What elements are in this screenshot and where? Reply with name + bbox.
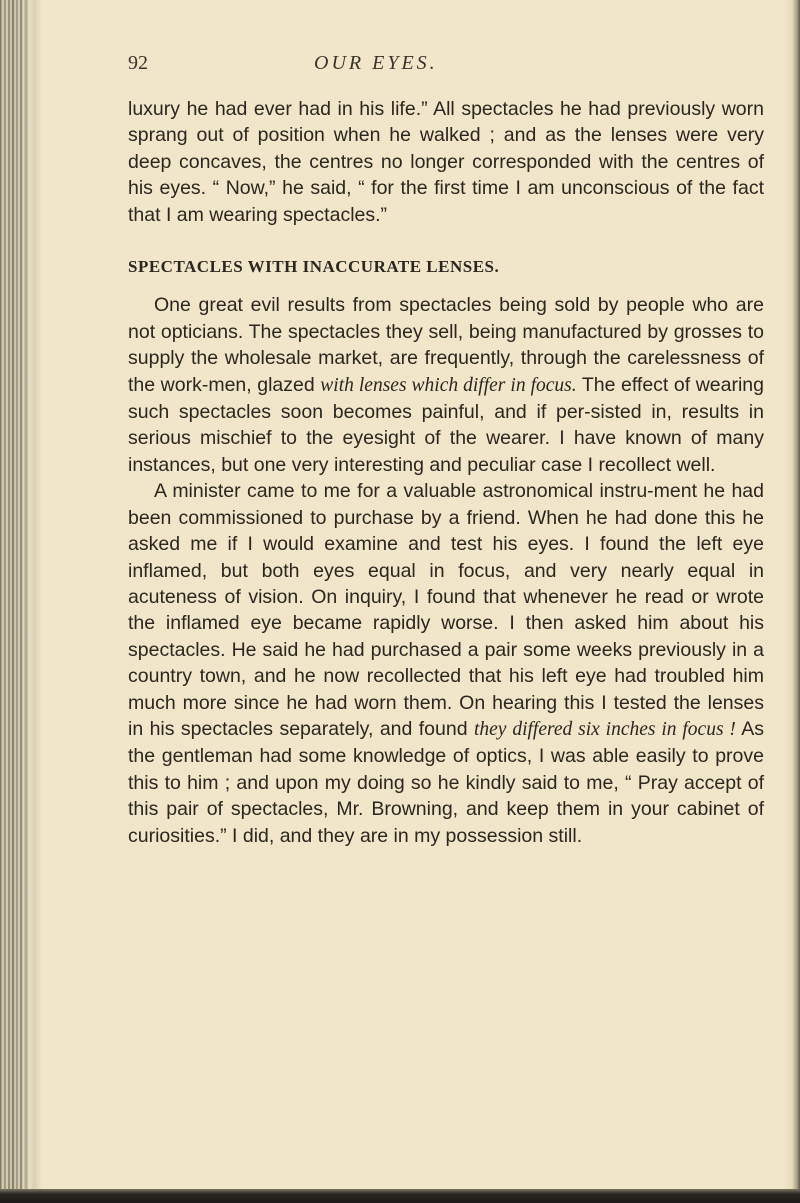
- paragraph-3: [128, 478, 764, 849]
- page-header: [128, 52, 768, 96]
- page-edge-left: [0, 0, 42, 1203]
- paragraph-1: luxury he had ever had in his life.” All spectacles he had previously worn sprang out of position when he walked ; and as the lenses were very deep concaves, the centres no longer corresponded with the centres of his eyes. “ Now,” he said, “ for the first time I am unconscious of the fact that I am wearing spectacles.”: [128, 98, 764, 226]
- paragraph-2-text-a: One great evil results from spectacles being sold by people who are not opticians. The spectacles they sell, being manufactured by grosses to supply the wholesale market, are frequently, through the carelessness of the work-men, glazed: [128, 294, 764, 396]
- page-edge-bottom: [0, 1189, 800, 1203]
- paragraph-2-text-b: The effect of wearing such spectacles soon becomes painful, and if per-sisted in, results in serious mischief to the eyesight of the wearer. I have known of many instances, but one very interesting and peculiar case I recollect well.: [128, 373, 764, 476]
- paragraph-3-text-b: As the gentleman had some knowledge of optics, I was able easily to prove this to him ; and upon my doing so he kindly said to me, “ Pray accept of this pair of spectacles, Mr. Browning, and keep them in your cabinet of curiosities.” I did, and they are in my possession still.: [128, 717, 764, 847]
- page-edge-right: [784, 0, 800, 1203]
- paragraph-3-italic: they differed six inches in focus !: [473, 718, 736, 740]
- section-heading: SPECTACLES WITH INACCURATE LENSES.: [128, 257, 500, 277]
- running-head: OUR EYES.: [314, 52, 438, 74]
- paragraph-3-text-a: A minister came to me for a valuable astronomical instru-ment he had been commissioned to purchase by a friend. When he had done this he asked me if I would examine and test his eyes. I found the left eye inflamed, but both eyes equal in focus, and very nearly equal in acuteness of vision. On inquiry, I found that whenever he read or wrote the inflamed eye became rapidly worse. I then asked him about his spectacles. He said he had purchased a pair some weeks previously in a country town, and he now recollected that his left eye had troubled him much more since he had worn them. On hearing this I tested the lenses in his spectacles separately, and found: [128, 480, 764, 740]
- body-text: [128, 96, 764, 849]
- book-page: [128, 52, 768, 849]
- page-number: 92: [128, 52, 148, 74]
- paragraph-2: [128, 292, 764, 478]
- paragraph-2-italic: with lenses which differ in focus.: [320, 374, 577, 396]
